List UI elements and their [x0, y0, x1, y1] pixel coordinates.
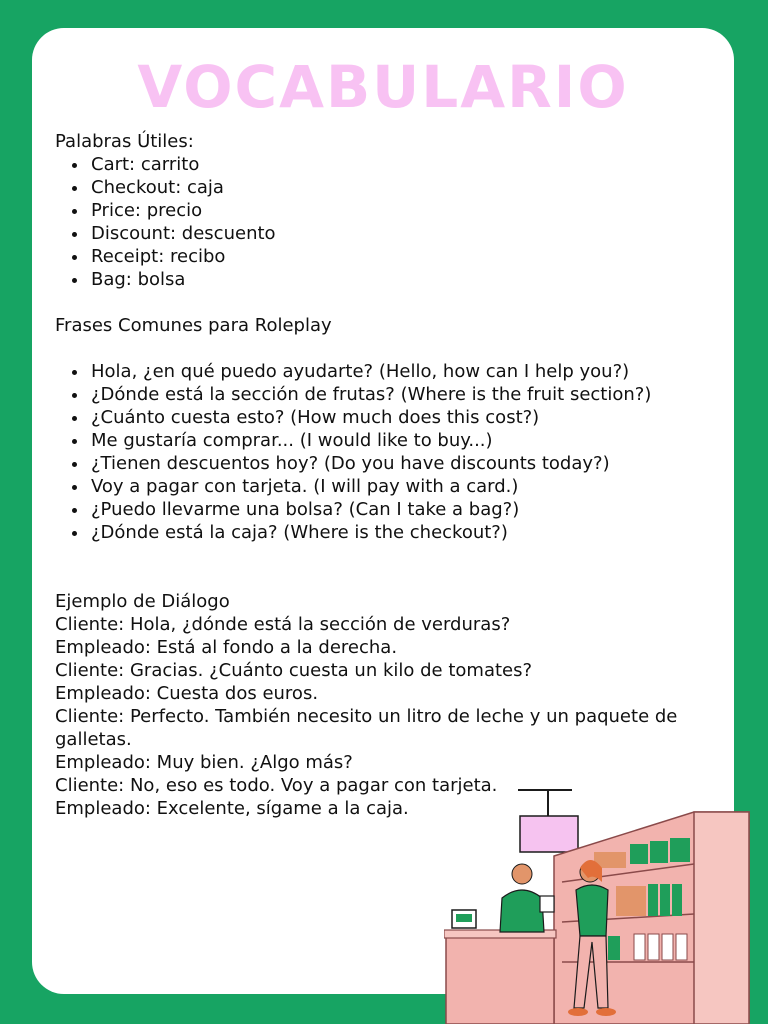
list-item: • Bag: bolsa — [89, 268, 715, 291]
product-can — [672, 884, 682, 916]
list-item: • ¿Dónde está la sección de frutas? (Where is the fruit section?) — [89, 383, 715, 406]
checkout-counter — [446, 934, 554, 1024]
grocery-store-illustration — [444, 786, 754, 1024]
product-can — [648, 884, 658, 916]
product-bottle — [676, 934, 687, 960]
product-bottle — [608, 936, 620, 960]
content — [55, 130, 715, 820]
list-item: • Receipt: recibo — [89, 245, 715, 268]
product-bottle — [662, 934, 673, 960]
register-screen — [456, 914, 472, 922]
product-bottle — [634, 934, 645, 960]
dialogue-heading: Ejemplo de Diálogo — [55, 591, 230, 612]
dialogue-line: Empleado: Cuesta dos euros. — [55, 683, 319, 704]
shelf-side — [694, 812, 749, 1024]
customer-shoe — [596, 1008, 616, 1016]
useful-words-heading: Palabras Útiles: — [55, 131, 194, 152]
useful-words-list — [55, 153, 715, 291]
dialogue-line: Empleado: Muy bien. ¿Algo más? — [55, 752, 353, 773]
product-box — [616, 886, 646, 916]
phrases-heading: Frases Comunes para Roleplay — [55, 315, 332, 336]
list-item: • Voy a pagar con tarjeta. (I will pay with a card.) — [89, 475, 715, 498]
list-item: • Price: precio — [89, 199, 715, 222]
product-box — [630, 844, 648, 864]
list-item: • ¿Cuánto cuesta esto? (How much does this cost?) — [89, 406, 715, 429]
customer-shoe — [568, 1008, 588, 1016]
employee-head — [512, 864, 532, 884]
list-item: • ¿Dónde está la caja? (Where is the checkout?) — [89, 521, 715, 544]
product-box — [670, 838, 690, 862]
spacer — [55, 544, 715, 590]
spacer — [55, 291, 715, 314]
list-item: • ¿Tienen descuentos hoy? (Do you have discounts today?) — [89, 452, 715, 475]
list-item: • Checkout: caja — [89, 176, 715, 199]
list-item: • Discount: descuento — [89, 222, 715, 245]
dialogue-line: Empleado: Excelente, sígame a la caja. — [55, 798, 409, 819]
list-item: • ¿Puedo llevarme una bolsa? (Can I take a bag?) — [89, 498, 715, 521]
list-item: • Hola, ¿en qué puedo ayudarte? (Hello, how can I help you?) — [89, 360, 715, 383]
customer-body — [576, 885, 608, 936]
bag-icon — [540, 896, 554, 912]
list-item: • Cart: carrito — [89, 153, 715, 176]
dialogue-line: Empleado: Está al fondo a la derecha. — [55, 637, 398, 658]
phrases-list — [55, 360, 715, 544]
page-title: VOCABULARIO — [137, 53, 629, 121]
hanging-sign — [520, 816, 578, 852]
dialogue-line: Cliente: Gracias. ¿Cuánto cuesta un kilo de tomates? — [55, 660, 533, 681]
employee-body — [500, 890, 544, 932]
list-item: • Me gustaría comprar... (I would like to buy...) — [89, 429, 715, 452]
product-box — [650, 841, 668, 863]
dialogue-line: Cliente: Perfecto. También necesito un litro de leche y un paquete de galletas. — [55, 706, 678, 750]
dialogue-line: Cliente: No, eso es todo. Voy a pagar con tarjeta. — [55, 775, 498, 796]
product-bottle — [648, 934, 659, 960]
spacer — [55, 337, 715, 360]
dialogue-line: Cliente: Hola, ¿dónde está la sección de verduras? — [55, 614, 511, 635]
product-can — [660, 884, 670, 916]
